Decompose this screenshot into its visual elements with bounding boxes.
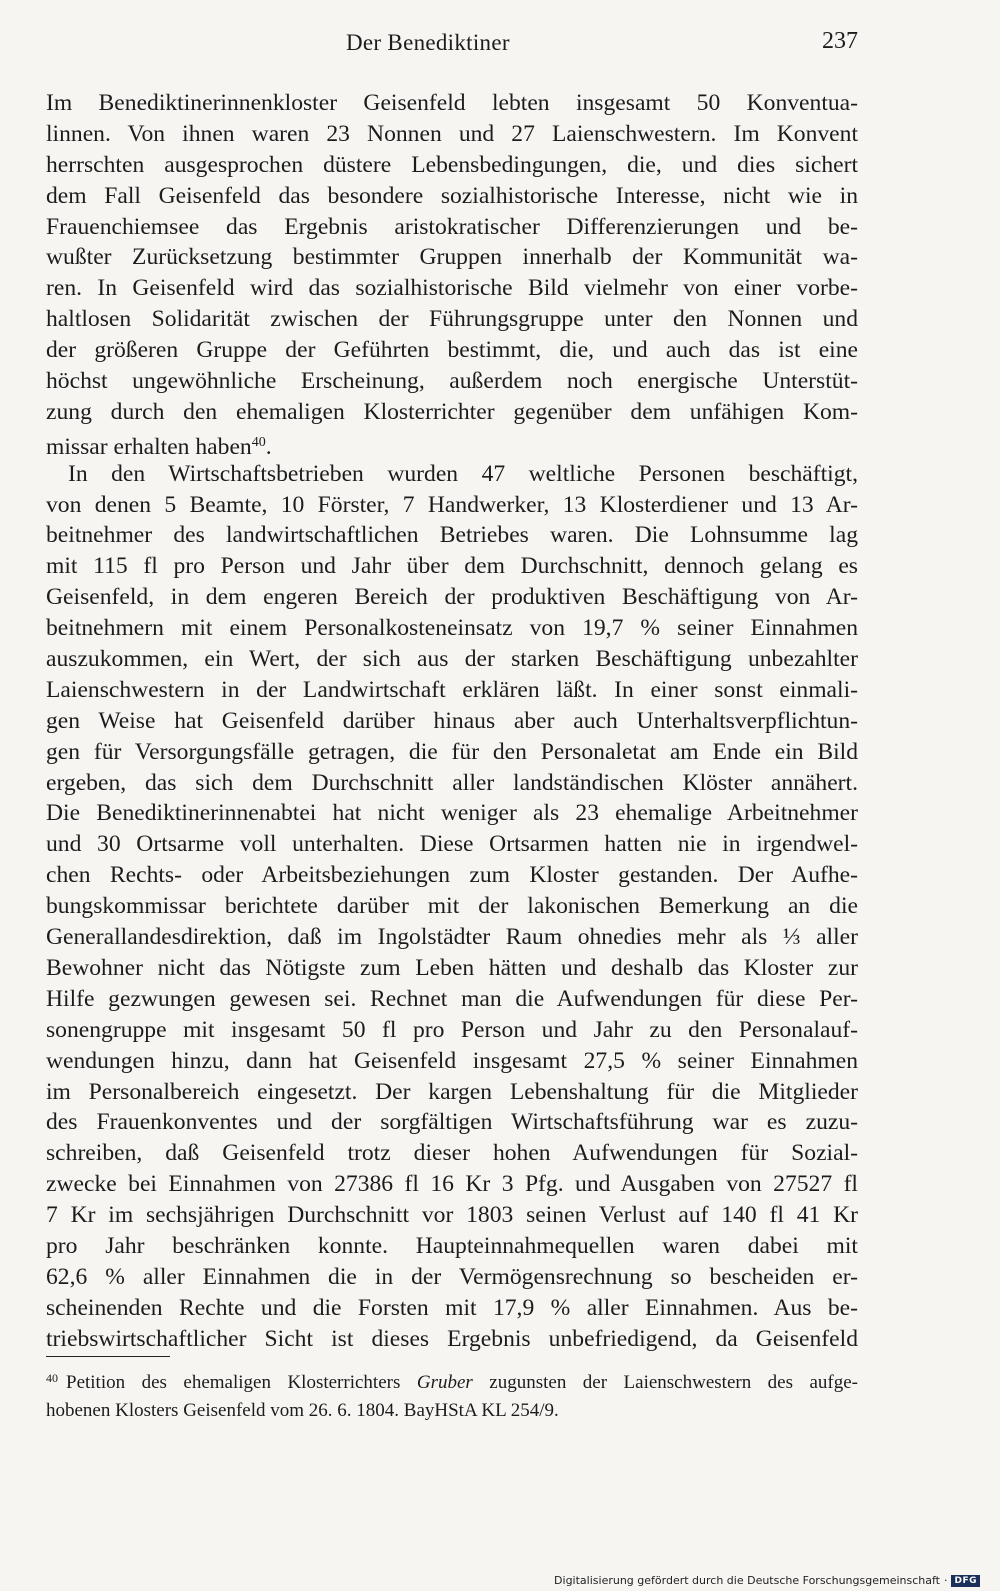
text-line: gen für Versorgungsfälle getragen, die für den Personaletat am Ende ein Bild (46, 738, 858, 765)
text-line: haltlosen Solidarität zwischen der Führungsgruppe unter den Nonnen und (46, 306, 858, 333)
footnote-reference[interactable]: 40 (251, 434, 266, 450)
text-line: In den Wirtschaftsbetrieben wurden 47 weltliche Personen beschäftigt, (68, 460, 858, 487)
footnote-text: Petition des ehemaligen Klosterrichters (66, 1372, 401, 1393)
text-line: des Frauenkonventes und der sorgfältigen Wirtschaftsführung war es zuzu- (46, 1109, 858, 1136)
text-line: triebswirtschaftlicher Sicht ist dieses Ergebnis unbefriedigend, da Geisenfeld (46, 1325, 858, 1352)
text-line: beitnehmer des landwirtschaftlichen Betriebes waren. Die Lohnsumme lag (46, 522, 858, 549)
text-line: beitnehmern mit einem Personalkosteneinsatz von 19,7 % seiner Einnahmen (46, 615, 858, 642)
text-line: mit 115 fl pro Person und Jahr über dem Durchschnitt, dennoch gelang es (46, 553, 858, 580)
punctuation: . (265, 433, 272, 460)
footnote-text: zugunsten der Laienschwestern des aufge- (489, 1372, 859, 1393)
text-line: chen Rechts- oder Arbeitsbeziehungen zum Kloster gestanden. Der Aufhe- (46, 862, 858, 889)
text-line: 7 Kr im sechsjährigen Durchschnitt vor 1803 seinen Verlust auf 140 fl 41 Kr (46, 1202, 858, 1229)
text-line: dem Fall Geisenfeld das besondere sozialhistorische Interesse, nicht wie in (46, 182, 858, 209)
text-line: Geisenfeld, in dem engeren Bereich der produktiven Beschäftigung von Ar- (46, 584, 858, 611)
footnote-line (46, 1364, 858, 1397)
running-title: Der Benediktiner (346, 30, 510, 55)
page-header (46, 30, 858, 70)
separator: · (943, 1574, 948, 1587)
dfg-logo: DFG (951, 1575, 980, 1587)
text-line: Hilfe gezwungen gewesen sei. Rechnet man die Aufwendungen für diese Per- (46, 985, 858, 1012)
text-line: bungskommissar berichtete darüber mit der lakonischen Bemerkung an die (46, 893, 858, 920)
digitization-credit (554, 1574, 980, 1587)
text-line: ergeben, das sich dem Durchschnitt aller landständischen Klöster annähert. (46, 769, 858, 796)
text-line (46, 428, 858, 459)
text-line: der größeren Gruppe der Geführten bestimmt, die, und auch das ist eine (46, 337, 858, 364)
text-line: wußter Zurücksetzung bestimmter Gruppen innerhalb der Kommunität wa- (46, 244, 858, 271)
footnote-divider (46, 1356, 170, 1357)
footnotes (46, 1364, 858, 1425)
text-line: Generallandesdirektion, daß im Ingolstädter Raum ohnedies mehr als ⅓ aller (46, 924, 858, 951)
footnote-line: hobenen Klosters Geisenfeld vom 26. 6. 1804. BayHStA KL 254/9. (46, 1400, 559, 1421)
text-line: zung durch den ehemaligen Klosterrichter gegenüber dem unfähigen Kom- (46, 398, 858, 425)
text-line: ren. In Geisenfeld wird das sozialhistorische Bild vielmehr von einer vorbe- (46, 275, 858, 302)
text-fragment: missar erhalten haben (46, 433, 252, 460)
text-line: und 30 Ortsarme voll unterhalten. Diese Ortsarmen hatten nie in irgendwel- (46, 831, 858, 858)
text-line: 62,6 % aller Einnahmen die in der Vermögensrechnung so bescheiden er- (46, 1263, 858, 1290)
text-line: scheinenden Rechte und die Forsten mit 17,9 % aller Einnahmen. Aus be- (46, 1294, 858, 1321)
text-line: im Personalbereich eingesetzt. Der kargen Lebenshaltung für die Mitglieder (46, 1078, 858, 1105)
footnote-author: Gruber (416, 1372, 473, 1393)
text-line: wendungen hinzu, dann hat Geisenfeld insgesamt 27,5 % seiner Einnahmen (46, 1047, 858, 1074)
page-number: 237 (822, 28, 858, 54)
text-line: linnen. Von ihnen waren 23 Nonnen und 27 Laienschwestern. Im Konvent (46, 120, 858, 147)
credit-text: Digitalisierung gefördert durch die Deutsche Forschungsgemeinschaft (554, 1574, 940, 1587)
text-line: auszukommen, ein Wert, der sich aus der starken Beschäftigung unbezahlter (46, 646, 858, 673)
text-line: Im Benediktinerinnenkloster Geisenfeld lebten insgesamt 50 Konventua- (46, 90, 858, 116)
text-line: Bewohner nicht das Nötigste zum Leben hätten und deshalb das Kloster zur (46, 954, 858, 981)
text-line: zwecke bei Einnahmen von 27386 fl 16 Kr 3 Pfg. und Ausgaben von 27527 fl (46, 1171, 858, 1198)
text-line: Laienschwestern in der Landwirtschaft erklären läßt. In einer sonst einmali- (46, 676, 858, 703)
text-line: Frauenchiemsee das Ergebnis aristokratischer Differenzierungen und be- (46, 213, 858, 240)
text-line: pro Jahr beschränken konnte. Haupteinnahmequellen waren dabei mit (46, 1232, 858, 1259)
body-text (46, 88, 858, 1355)
text-line: sonengruppe mit insgesamt 50 fl pro Person und Jahr zu den Personalauf- (46, 1016, 858, 1043)
text-line: schreiben, daß Geisenfeld trotz dieser hohen Aufwendungen für Sozial- (46, 1140, 858, 1167)
text-line: von denen 5 Beamte, 10 Förster, 7 Handwerker, 13 Klosterdiener und 13 Ar- (46, 491, 858, 518)
footnote-marker: 40 (46, 1371, 58, 1385)
text-line: gen Weise hat Geisenfeld darüber hinaus aber auch Unterhaltsverpflichtun- (46, 707, 858, 734)
text-line: höchst ungewöhnliche Erscheinung, außerdem noch energische Unterstüt- (46, 368, 858, 395)
text-line: herrschten ausgesprochen düstere Lebensbedingungen, die, und dies sichert (46, 151, 858, 178)
text-line: Die Benediktinerinnenabtei hat nicht weniger als 23 ehemalige Arbeitnehmer (46, 800, 858, 827)
